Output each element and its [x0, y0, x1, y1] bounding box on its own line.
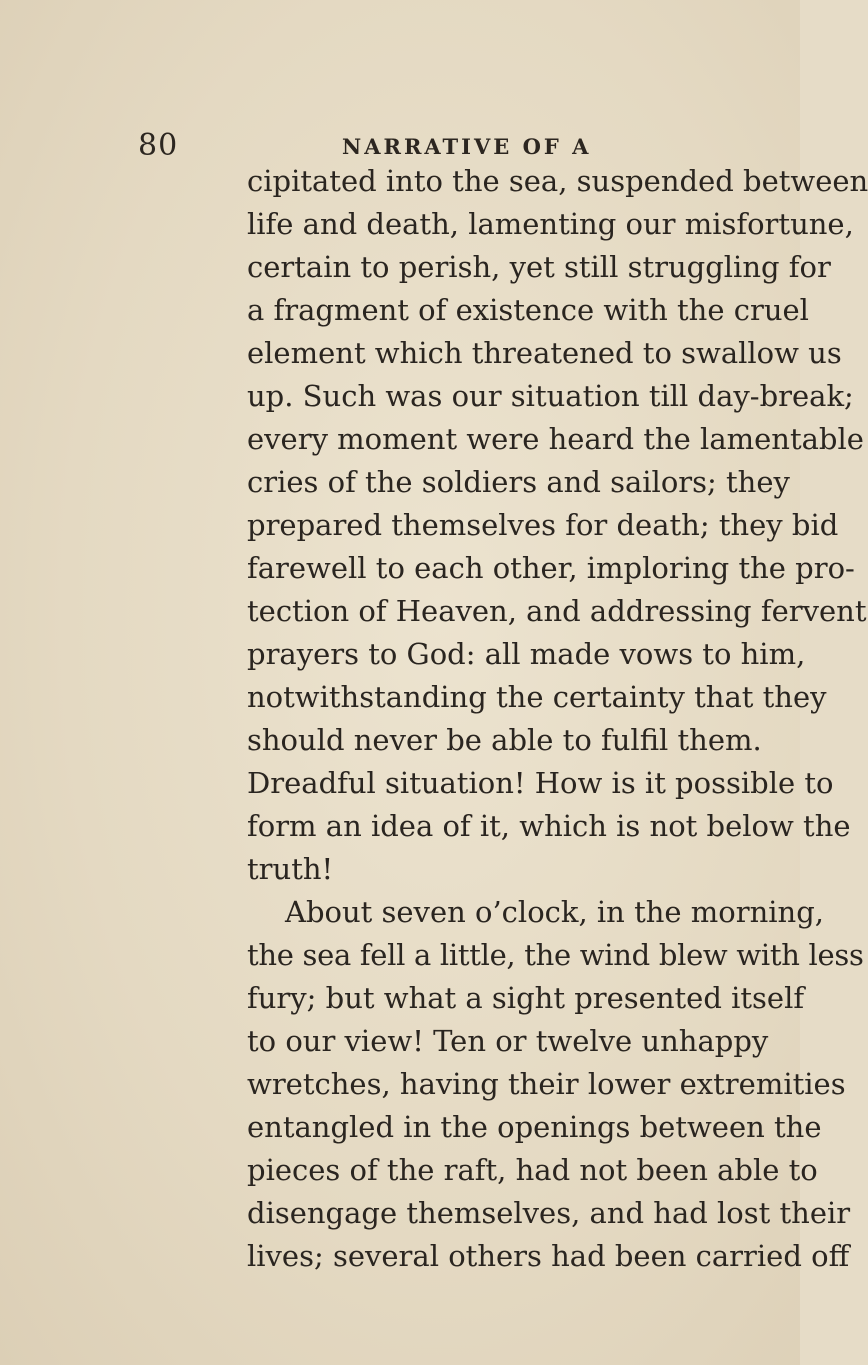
text-line: entangled in the openings between the — [247, 1110, 822, 1144]
text-line: every moment were heard the lamentable — [247, 422, 864, 456]
text-line: Dreadful situation! How is it possible to — [247, 766, 834, 800]
text-line: element which threatened to swallow us — [247, 336, 842, 370]
text-line: should never be able to fulfil them. — [247, 723, 762, 757]
text-line: fury; but what a sight presented itself — [247, 981, 805, 1015]
text-line: disengage themselves, and had lost their — [247, 1196, 851, 1230]
text-line: up. Such was our situation till day-break; — [247, 379, 854, 413]
text-line: cipitated into the sea, suspended between — [247, 164, 868, 198]
text-line: notwithstanding the certainty that they — [247, 680, 827, 714]
text-line: to our view! Ten or twelve unhappy — [247, 1024, 769, 1058]
text-line: wretches, having their lower extremities — [247, 1067, 846, 1101]
text-line: farewell to each other, imploring the pro- — [247, 551, 855, 585]
text-line: pieces of the raft, had not been able to — [247, 1153, 818, 1187]
text-line: prepared themselves for death; they bid — [247, 508, 839, 542]
text-line: certain to perish, yet still struggling for — [247, 250, 831, 284]
text-line: prayers to God: all made vows to him, — [247, 637, 806, 671]
page-number: 80 — [138, 128, 179, 163]
text-line: the sea fell a little, the wind blew with less — [247, 938, 864, 972]
text-line: a fragment of existence with the cruel — [247, 293, 809, 327]
text-line: About seven o’clock, in the morning, — [285, 895, 825, 929]
text-line: tection of Heaven, and addressing fervent — [247, 594, 867, 628]
text-line: life and death, lamenting our misfortune, — [247, 207, 854, 241]
text-line: form an idea of it, which is not below the — [247, 809, 851, 843]
text-line: lives; several others had been carried off — [247, 1239, 850, 1273]
running-head: NARRATIVE OF A — [342, 134, 592, 159]
text-line: cries of the soldiers and sailors; they — [247, 465, 790, 499]
text-line: truth! — [247, 852, 334, 886]
